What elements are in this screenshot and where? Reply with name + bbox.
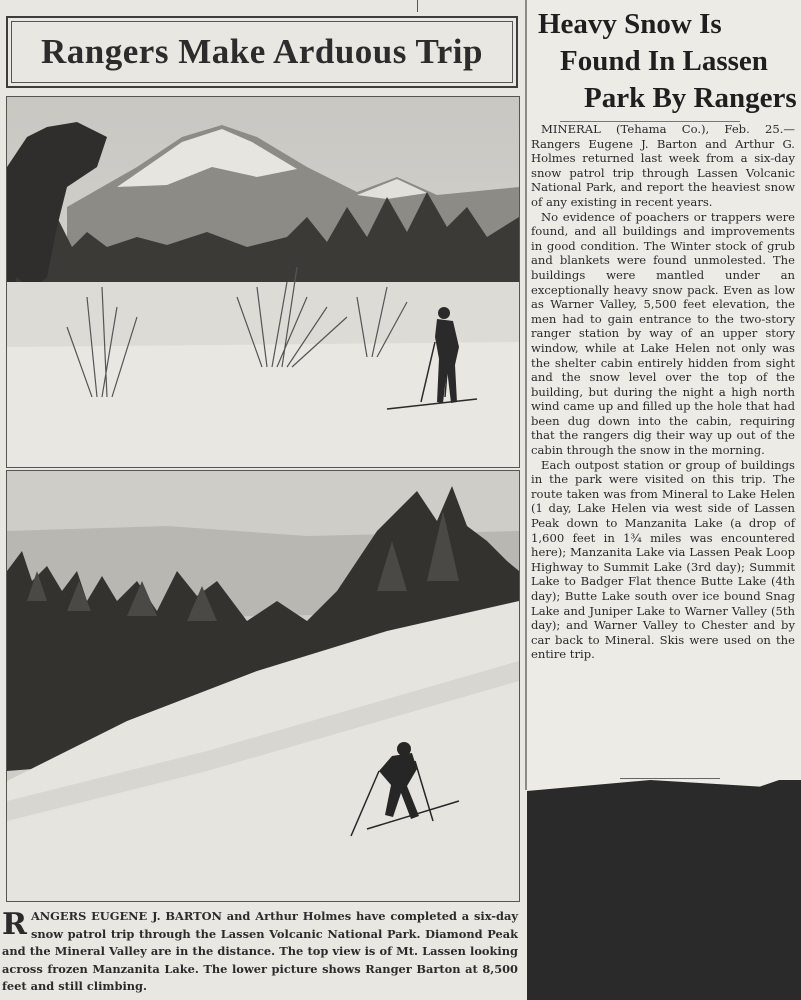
photo-headline: Rangers Make Arduous Trip	[41, 32, 483, 71]
background-surface	[527, 780, 801, 1000]
mt-lassen-photo	[6, 96, 520, 468]
article-headline	[532, 6, 798, 117]
article-paragraph: No evidence of poachers or trappers were found, and all buildings and improvements in good condition. The Winter stock of grub and blankets were found unmolested. The buildings were mantled under an exceptionally heavy snow pack. Even as low as Warner Valley, 5,500 feet elevation, the men had to gain entrance to the two-story ranger station by way of an upper story window, while at Lake Helen not only was the shelter cabin entirely hidden from sight and the snow level over the top of the building, but during the night a high north wind came up and filled up the hole that had been dug down into the cabin, requiring that the rangers dig their way up out of the cabin through the snow in the morning.	[531, 209, 795, 458]
headline-line-1: Heavy Snow Is	[538, 8, 722, 40]
article-body	[531, 122, 795, 662]
ranger-climbing-photo	[6, 470, 520, 902]
article-paragraph: MINERAL (Tehama Co.), Feb. 25.—Rangers Eugene J. Barton and Arthur G. Holmes returned last week from a six-day snow patrol trip through Lassen Volcanic National Park, and report the heaviest snow of any existing in recent years.	[531, 122, 795, 209]
headline-line-3: Park By Rangers	[584, 82, 797, 114]
headline-line-2: Found In Lassen	[560, 45, 768, 77]
article-end-rule	[620, 778, 720, 779]
photo-caption	[2, 908, 518, 996]
article-paragraph: Each outpost station or group of buildings in the park were visited on this trip. The route taken was from Mineral to Lake Helen (1 day, Lake Helen via west side of Lassen Peak down to Manzanita Lake (a drop of 1,600 feet in 1¾ miles was encountered here); Manzanita Lake via Lassen Peak Loop Highway to Summit Lake (3rd day); Summit Lake to Badger Flat thence Butte Lake (4th day); Butte Lake south over ice bound Snag Lake and Juniper Lake to Warner Valley (5th day); and Warner Valley to Chester and by car back to Mineral. Skis were used on the entire trip.	[531, 457, 795, 662]
caption-text: ANGERS EUGENE J. BARTON and Arthur Holmes have completed a six-day snow patrol trip through the Lassen Volcanic National Park. Diamond Peak and the Mineral Valley are in the distance. The top view is of Mt. Lassen looking across frozen Manzanita Lake. The lower picture shows Ranger Barton at 8,500 feet and still climbing.	[2, 909, 518, 993]
fold-mark	[417, 0, 418, 12]
photo-headline-box	[6, 16, 518, 88]
caption-drop-cap: R	[2, 907, 27, 942]
